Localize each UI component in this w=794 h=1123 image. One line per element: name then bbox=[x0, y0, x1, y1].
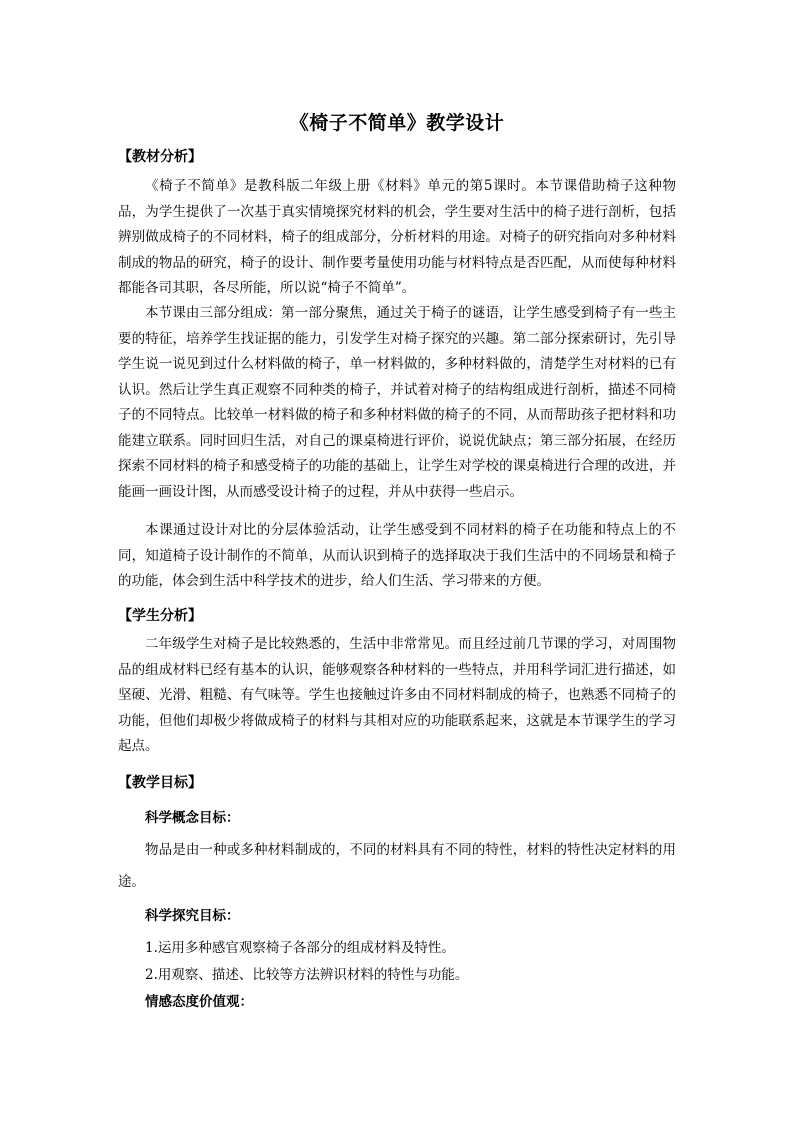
paragraph-material-analysis-2: 本节课由三部分组成：第一部分聚焦，通过关于椅子的谜语，让学生感受到椅子有一些主要的特征，培养学生找证据的能力，引发学生对椅子探究的兴趣。第二部分探索研讨，先引导学生说一说见到过什么材料做的椅子，单一材料做的，多种材料做的，清楚学生对材料的已有认识。然后让学生真正观察不同种类的椅子，并试着对椅子的结构组成进行剖析，描述不同椅子的不同特点。比较单一材料做的椅子和多种材料做的椅子的不同，从而帮助孩子把材料和功能建立联系。同时回归生活，对自己的课桌椅进行评价，说说优缺点；第三部分拓展，在经历探索不同材料的椅子和感受椅子的功能的基础上，让学生对学校的课桌椅进行合理的改进，并能画一画设计图，从而感受设计椅子的过程，并从中获得一些启示。 bbox=[118, 305, 676, 500]
section-heading-teaching-goals: 【教学目标】 bbox=[118, 775, 202, 791]
paragraph-material-analysis-1: 《椅子不简单》是教科版二年级上册《材料》单元的第5课时。本节课借助椅子这种物品，为学生提供了一次基于真实情境探究材料的机会，学生要对生活中的椅子进行剖析，包括辨别做成椅子的不同材料，椅子的组成部分，分析材料的用途。对椅子的研究指向对多种材料制成的物品的研究，椅子的设计、制作要考量使用功能与材料特点是否匹配，从而使每种材料都能各司其职，各尽所能，所以说“椅子不简单”。 bbox=[118, 178, 676, 296]
paragraph-material-analysis-3: 本课通过设计对比的分层体验活动，让学生感受到不同材料的椅子在功能和特点上的不同，知道椅子设计制作的不简单，从而认识到椅子的选择取决于我们生活中的不同场景和椅子的功能，体会到生活中科学技术的进步，给人们生活、学习带来的方便。 bbox=[118, 522, 676, 589]
paragraph-concept-goal: 物品是由一种或多种材料制成的，不同的材料具有不同的特性，材料的特性决定材料的用途。 bbox=[118, 842, 676, 890]
list-item-inquiry-2: 2.用观察、描述、比较等方法辨识材料的特性与功能。 bbox=[145, 967, 469, 983]
document-title: 《椅子不简单》教学设计 bbox=[289, 112, 505, 134]
paragraph-student-analysis-1: 二年级学生对椅子是比较熟悉的，生活中非常常见。而且经过前几节课的学习，对周围物品的组成材料已经有基本的认识，能够观察各种材料的一些特点，并用科学词汇进行描述，如坚硬、光滑、粗糙、有气味等。学生也接触过许多由不同材料制成的椅子，也熟悉不同椅子的功能，但他们却极少将做成椅子的材料与其相对应的功能联系起来，这就是本节课学生的学习起点。 bbox=[118, 636, 676, 754]
list-item-inquiry-1: 1.运用多种感官观察椅子各部分的组成材料及特性。 bbox=[145, 940, 455, 956]
subheading-concept-goal: 科学概念目标： bbox=[145, 810, 240, 826]
subheading-attitude-goal: 情感态度价值观： bbox=[145, 994, 253, 1010]
section-heading-material-analysis: 【教材分析】 bbox=[118, 149, 202, 165]
subheading-inquiry-goal: 科学探究目标： bbox=[145, 908, 240, 924]
section-heading-student-analysis: 【学生分析】 bbox=[118, 608, 202, 624]
